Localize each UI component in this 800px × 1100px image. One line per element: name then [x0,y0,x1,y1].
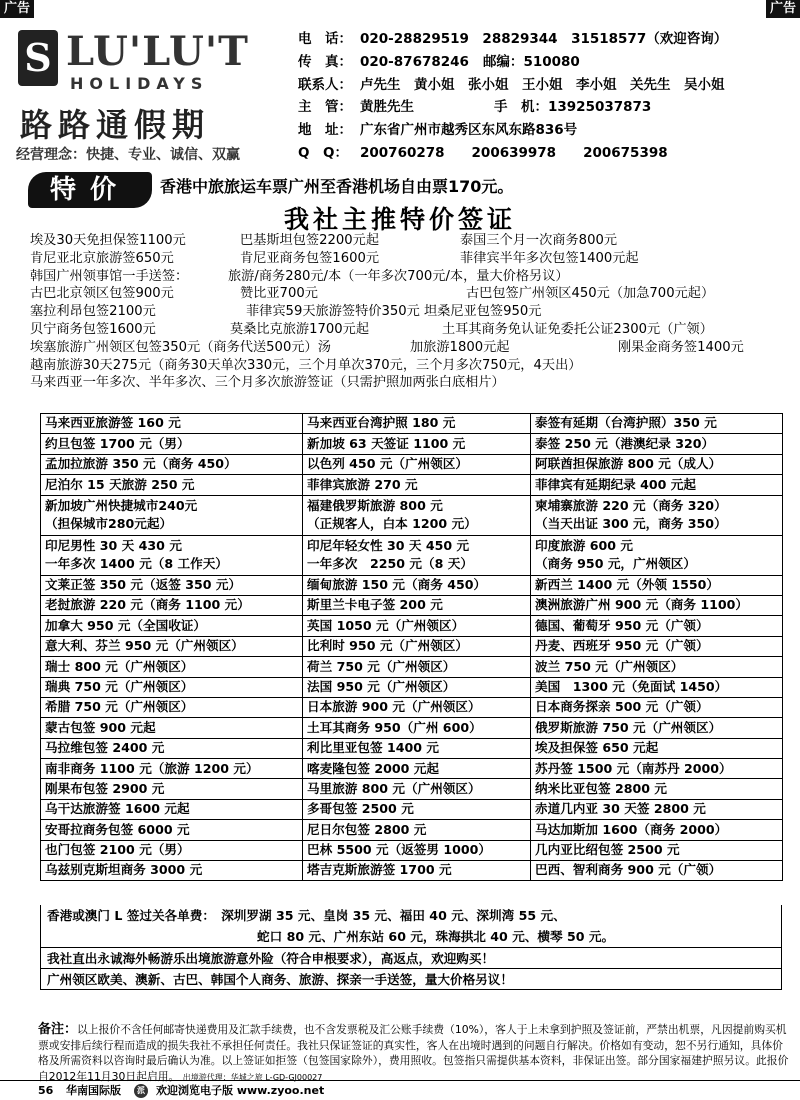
promo-item: 坦桑尼亚包签950元 [424,304,542,320]
table-cell [41,840,303,860]
promo-item: 加旅游1800元起 [410,339,510,355]
promo-line [30,339,792,357]
cell-line: 阿联酋担保旅游 800 元（成人） [535,456,722,472]
table-cell [41,535,303,575]
logo-chinese-name: 路路通假期 [20,106,211,144]
table-row [41,677,783,697]
cell-line: 土耳其商务 950（广州 600） [307,719,482,735]
cell-line: 波兰 750 元（广州领区） [535,658,684,674]
table-row [41,575,783,595]
promo-item: 肯尼亚北京旅游签650元 [30,250,174,266]
mobile-label: 手 机： [494,99,548,116]
table-row [41,414,783,434]
promo-line [30,250,792,268]
cell-line: 塔吉克斯旅游签 1700 元 [307,862,452,878]
cell-line: 约旦包签 1700 元（男） [45,435,190,451]
guangzhou-line: 广州领区欧美、澳新、古巴、韩国个人商务、旅游、探亲一手送签，量大价格另议！ [41,968,781,989]
table-cell [303,738,531,758]
table-cell [41,697,303,717]
table-cell [531,414,783,434]
table-cell [303,616,531,636]
cell-line: 丹麦、西班牙 950 元（广领） [535,638,709,654]
table-cell [41,779,303,799]
mobile-value: 13925037873 [548,99,652,116]
table-cell [531,616,783,636]
cell-line: 荷兰 750 元（广州领区） [307,658,456,674]
cell-line: 美国 1300 元（免面试 1450） [535,678,728,694]
promo-line [30,268,792,286]
contact-info [298,28,794,165]
contact-people-row [298,74,794,97]
cell-line: （商务 950 元，广州领区） [535,556,696,572]
cell-line: 利比里亚包签 1400 元 [307,740,439,756]
cell-line: 马来西亚台湾护照 180 元 [307,415,456,431]
table-cell [41,616,303,636]
cell-line: （担保城市280元起） [45,516,173,532]
cell-line: （正规客人，白本 1200 元） [307,516,477,532]
table-cell [531,759,783,779]
table-cell [41,475,303,495]
cell-line: 纳米比亚包签 2800 元 [535,780,667,796]
table-cell [41,657,303,677]
publication-mark-icon: 派 [134,1084,148,1098]
table-cell [303,434,531,454]
logo-mark: S [18,30,58,86]
cell-line: 马拉维包签 2400 元 [45,740,165,756]
cell-line: 德国、葡萄牙 950 元（广领） [535,617,709,633]
cell-line: 文莱正签 350 元（返签 350 元） [45,577,242,592]
manager-label: 主 管： [298,99,352,116]
logo-subtitle: HOLIDAYS [70,74,209,93]
hk-macau-fee-line-2: 蛇口 80 元、广州东站 60 元，珠海拱北 40 元、横琴 50 元。 [257,929,615,944]
promo-item: 古巴北京领区包签900元 [30,286,174,302]
promo-line [30,357,792,375]
cell-line: 南非商务 1100 元（旅游 1200 元） [45,760,259,776]
logo-motto: 经营理念：快捷、专业、诚信、双赢 [16,147,240,163]
cell-line: 比利时 950 元（广州领区） [307,638,468,654]
qq-value: 200760278 200639978 200675398 [360,144,668,161]
table-row [41,495,783,535]
table-cell [41,759,303,779]
promo-list [30,232,792,392]
table-cell [41,718,303,738]
cell-line: 埃及担保签 650 元起 [535,740,659,756]
contact-fax-row [298,51,794,74]
table-cell [531,738,783,758]
cell-line: 缅甸旅游 150 元（商务 450） [307,577,487,592]
promo-item: 塞拉利昂包签2100元 [30,304,156,320]
table-cell [41,414,303,434]
cell-line: 老挝旅游 220 元（商务 1100 元） [45,597,250,613]
promo-item: 菲律宾半年多次包签1400元起 [460,250,639,266]
people-value: 卢先生 黄小姐 张小姐 王小姐 李小姐 关先生 吴小姐 [360,76,725,93]
qq-label: Q Q： [298,144,348,161]
logo-brand: LU'LU'T [66,28,249,75]
promo-item: 赞比亚700元 [240,286,318,302]
cell-line: 马里旅游 800 元（广州领区） [307,780,481,796]
table-cell [41,677,303,697]
table-row [41,657,783,677]
table-cell [531,454,783,474]
table-row [41,454,783,474]
table-cell [303,595,531,615]
cell-line: 安哥拉商务包签 6000 元 [45,821,190,837]
table-cell [531,820,783,840]
cell-line: 泰签有延期（台湾护照）350 元 [535,415,717,431]
website-link[interactable]: 欢迎浏览电子版 www.zyoo.net [156,1084,325,1097]
promo-line [30,285,792,303]
table-cell [303,840,531,860]
promo-item: 埃及30天免担保签1100元 [30,233,186,248]
promo-item: 土耳其商务免认证免委托公证2300元（广领） [442,321,713,337]
cell-line: 巴西、智利商务 900 元（广领） [535,862,722,878]
cell-line: 喀麦隆包签 2000 元起 [307,760,439,776]
cell-line: 泰签 250 元（港澳纪录 320） [535,435,715,451]
page-footer [0,1080,800,1100]
table-row [41,861,783,881]
promo-line [30,232,792,250]
notes-body: 以上报价不含任何邮寄快递费用及汇款手续费，也不含发票税及汇公账手续费（10%），客人于上未拿到护照及签证前，严禁出机票，凡因提前购买机票或安排后续行程而造成的损失我社不承担任何责任。我社只保证签证的真实性，客人在出境时遇到的问题自行解决。价格如有变动，恕不另行通知，具体价格及所需资料以咨询时最后确认为准。以上签证如拒签（包签国家除外），费用照收。包签指只需提供基本资料，非保证出签。部分国家福建护照另议。此报价自2012年11月30日起启用。 [38,1023,789,1083]
table-cell [303,820,531,840]
table-cell [41,454,303,474]
cell-line: 一年多次 2250 元（8 天） [307,556,473,572]
table-row [41,738,783,758]
table-row [41,535,783,575]
cell-line: 柬埔寨旅游 220 元（商务 320） [535,498,727,514]
table-cell [41,861,303,881]
phone-label: 电 话： [298,31,352,47]
contact-address-row [298,119,794,142]
promo-item: 埃塞旅游广州领区包签350元（商务代送500元）汤 [30,339,331,355]
cell-line: 新加坡广州快捷城市240元 [45,498,198,514]
table-cell [303,495,531,535]
contact-qq-row [298,142,794,165]
table-cell [41,636,303,656]
cell-line: 乌干达旅游签 1600 元起 [45,801,190,817]
cell-line: 日本旅游 900 元（广州领区） [307,699,481,715]
address-label: 地 址： [298,122,352,139]
hk-macau-fee-line-1: 香港或澳门 L 签过关各单费： 深圳罗湖 35 元、皇岗 35 元、福田 40 元、深圳湾 55 元、 [47,908,566,923]
table-cell [531,861,783,881]
publication-name: 华南国际版 [66,1084,121,1097]
promo-item: 莫桑比克旅游1700元起 [230,321,370,337]
special-offer-text: 香港中旅旅运车票广州至香港机场自由票170元。 [160,177,514,196]
table-cell [531,636,783,656]
table-row [41,779,783,799]
promo-item: 马来西亚一年多次、半年多次、三个月多次旅游签证（只需护照加两张白底相片） [30,375,505,391]
main-title: 我社主推特价签证 [283,205,516,234]
table-cell [531,718,783,738]
cell-line: 印度旅游 600 元 [535,538,634,554]
table-cell [41,495,303,535]
fax-value: 020-87678246 [360,53,469,70]
cell-line: 新西兰 1400 元（外领 1550） [535,577,720,592]
table-row [41,840,783,860]
table-cell [531,799,783,819]
cell-line: 以色列 450 元（广州领区） [307,456,468,472]
cell-line: 巴林 5500 元（返签男 1000） [307,842,492,858]
table-cell [41,738,303,758]
table-cell [531,575,783,595]
cell-line: 菲律宾有延期纪录 400 元起 [535,476,696,492]
table-cell [303,759,531,779]
phone-value: 020-28829519 28829344 31518577（欢迎咨询） [360,31,728,47]
promo-item: 韩国广州领事馆一手送签： [30,268,189,284]
table-row [41,820,783,840]
page-number: 56 [38,1084,54,1097]
notes-heading: 备注： [38,1022,78,1037]
table-cell [303,575,531,595]
promo-item: 菲律宾59天旅游签特价350元 [246,304,420,320]
promo-line [30,321,792,339]
table-cell [303,475,531,495]
cell-line: 澳洲旅游广州 900 元（商务 1100） [535,597,749,613]
table-cell [303,697,531,717]
cell-line: 多哥包签 2500 元 [307,801,414,817]
cell-line: 福建俄罗斯旅游 800 元 [307,498,443,514]
table-cell [531,697,783,717]
table-cell [41,434,303,454]
table-cell [531,657,783,677]
cell-line: 俄罗斯旅游 750 元（广州领区） [535,719,722,735]
table-cell [303,535,531,575]
table-cell [531,595,783,615]
cell-line: 也门包签 2100 元（男） [45,842,190,858]
promo-item: 肯尼亚商务包签1600元 [240,250,380,266]
promo-item: 古巴包签广州领区450元（加急700元起） [466,286,715,302]
cell-line: 几内亚比绍包签 2500 元 [535,842,680,858]
cell-line: 新加坡 63 天签证 1100 元 [307,435,466,451]
table-cell [41,595,303,615]
table-cell [41,575,303,595]
cell-line: 刚果布包签 2900 元 [45,780,165,796]
cell-line: 马达加斯加 1600（商务 2000） [535,821,728,837]
table-row [41,759,783,779]
cell-line: 英国 1050 元（广州领区） [307,617,465,633]
cell-line: 瑞典 750 元（广州领区） [45,678,194,694]
table-cell [303,861,531,881]
visa-price-table [40,413,783,881]
cell-line: 印尼年轻女性 30 天 450 元 [307,538,470,554]
table-cell [303,779,531,799]
table-row [41,636,783,656]
cell-line: 意大利、芬兰 950 元（广州领区） [45,638,244,654]
table-row [41,475,783,495]
cell-line: （当天出证 300 元，商务 350） [535,516,727,532]
cell-line: 菲律宾旅游 270 元 [307,476,418,492]
ad-tag-right: 广告 [766,0,800,18]
notes [38,1022,790,1085]
promo-item: 旅游/商务280元/本（一年多次700元/本，量大价格另议） [228,268,569,284]
table-cell [303,414,531,434]
ad-tag-left: 广告 [0,0,34,18]
insurance-line: 我社直出永诚海外畅游乐出境旅游意外险（符合申根要求），高返点，欢迎购买！ [41,947,781,968]
table-row [41,595,783,615]
contact-manager-row [298,96,794,119]
license-text: 出境游代理：华城之旅 L-GD-GJ00027 [182,1072,323,1082]
promo-line [30,374,792,392]
table-cell [303,636,531,656]
zip-value: 510080 [523,53,580,70]
table-cell [531,475,783,495]
table-cell [531,840,783,860]
cell-line: 孟加拉旅游 350 元（商务 450） [45,456,237,472]
cell-line: 希腊 750 元（广州领区） [45,699,194,715]
table-cell [531,535,783,575]
table-cell [303,799,531,819]
table-row [41,616,783,636]
table-cell [531,779,783,799]
cell-line: 加拿大 950 元（全国收证） [45,617,206,633]
table-row [41,799,783,819]
promo-item: 贝宁商务包签1600元 [30,321,156,337]
fax-label: 传 真： [298,53,352,70]
cell-line: 尼日尔包签 2800 元 [307,821,427,837]
table-cell [303,454,531,474]
cell-line: 一年多次 1400 元（8 工作天） [45,556,228,572]
address-value: 广东省广州市越秀区东风东路836号 [360,122,578,139]
special-price-badge: 特价 [28,172,152,208]
cell-line: 印尼男性 30 天 430 元 [45,538,182,554]
table-row [41,697,783,717]
table-cell [303,718,531,738]
cell-line: 尼泊尔 15 天旅游 250 元 [45,476,195,492]
table-cell [303,677,531,697]
cell-line: 法国 950 元（广州领区） [307,678,456,694]
extra-info-box [40,905,782,990]
promo-line [30,303,792,321]
table-cell [41,799,303,819]
table-row [41,718,783,738]
manager-value: 黄胜先生 [360,99,414,116]
table-cell [41,820,303,840]
cell-line: 斯里兰卡电子签 200 元 [307,597,443,613]
cell-line: 瑞士 800 元（广州领区） [45,658,194,674]
company-logo [14,26,282,166]
table-cell [531,495,783,535]
cell-line: 苏丹签 1500 元（南苏丹 2000） [535,760,732,776]
promo-item: 巴基斯坦包签2200元起 [240,233,380,248]
table-cell [531,434,783,454]
people-label: 联系人： [298,76,352,93]
promo-item: 刚果金商务签1400元 [618,339,744,355]
table-cell [531,677,783,697]
cell-line: 蒙古包签 900 元起 [45,719,156,735]
table-cell [303,657,531,677]
table-row [41,434,783,454]
contact-phone-row [298,28,794,51]
promo-item: 泰国三个月一次商务800元 [460,233,618,248]
cell-line: 马来西亚旅游签 160 元 [45,415,181,431]
promo-item: 越南旅游30天275元（商务30天单次330元，三个月单次370元，三个月多次750元，4天出） [30,357,582,373]
cell-line: 赤道几内亚 30 天签 2800 元 [535,801,706,817]
cell-line: 乌兹别克斯坦商务 3000 元 [45,862,203,878]
zip-label: 邮编： [482,53,524,70]
cell-line: 日本商务探亲 500 元（广领） [535,699,709,715]
